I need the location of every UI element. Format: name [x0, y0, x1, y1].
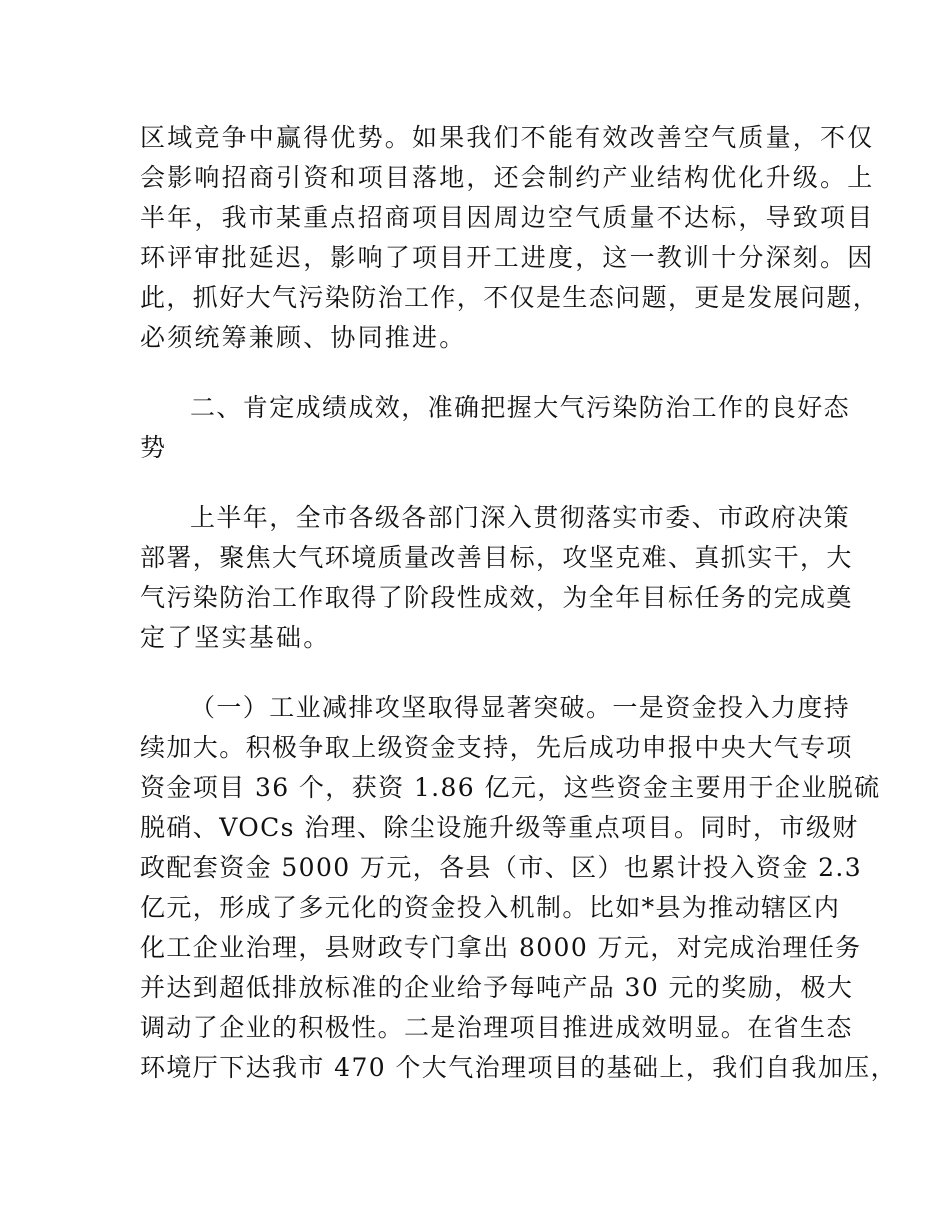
text-line: 脱硝、VOCs 治理、除尘设施升级等重点项目。同时，市级财 [140, 813, 859, 842]
text-line: 会影响招商引资和项目落地，还会制约产业结构优化升级。上 [140, 163, 875, 192]
text-line: 环评审批延迟，影响了项目开工进度，这一教训十分深刻。因 [140, 243, 875, 272]
text-line: 环境厅下达我市 470 个大气治理项目的基础上，我们自我加压， [140, 1053, 898, 1082]
text-line: 亿元，形成了多元化的资金投入机制。比如*县为推动辖区内 [140, 893, 841, 922]
text-line: 必须统筹兼顾、协同推进。 [140, 323, 467, 352]
text-line: 并达到超低排放标准的企业给予每吨产品 30 元的奖励，极大 [140, 973, 854, 1002]
text-line: 续加大。积极争取上级资金支持，先后成功申报中央大气专项 [140, 733, 853, 762]
text-line: 调动了企业的积极性。二是治理项目推进成效明显。在省生态 [140, 1013, 853, 1042]
subsection-heading: （一）工业减排攻坚取得显著突破。一是资金投入力度持 [190, 693, 851, 722]
text-line: 气污染防治工作取得了阶段性成效，为全年目标任务的完成奠 [140, 583, 853, 612]
text-line: 部署，聚焦大气环境质量改善目标，攻坚克难、真抓实干，大 [140, 543, 853, 572]
section-heading: 二、肯定成绩成效，准确把握大气污染防治工作的良好态 [190, 393, 851, 422]
text-line: 半年，我市某重点招商项目因周边空气质量不达标，导致项目 [140, 203, 875, 232]
text-line: 此，抓好大气污染防治工作，不仅是生态问题，更是发展问题， [140, 283, 880, 312]
text-line: 区域竞争中赢得优势。如果我们不能有效改善空气质量，不仅 [140, 123, 875, 152]
text-line: 上半年，全市各级各部门深入贯彻落实市委、市政府决策 [190, 503, 851, 532]
text-line: 化工企业治理，县财政专门拿出 8000 万元，对完成治理任务 [140, 933, 862, 962]
text-line: 定了坚实基础。 [140, 623, 331, 652]
section-heading-continuation: 势 [140, 433, 168, 462]
text-line: 资金项目 36 个，获资 1.86 亿元，这些资金主要用于企业脱硫 [140, 773, 881, 802]
text-line: 政配套资金 5000 万元，各县（市、区）也累计投入资金 2.3 [140, 853, 863, 882]
